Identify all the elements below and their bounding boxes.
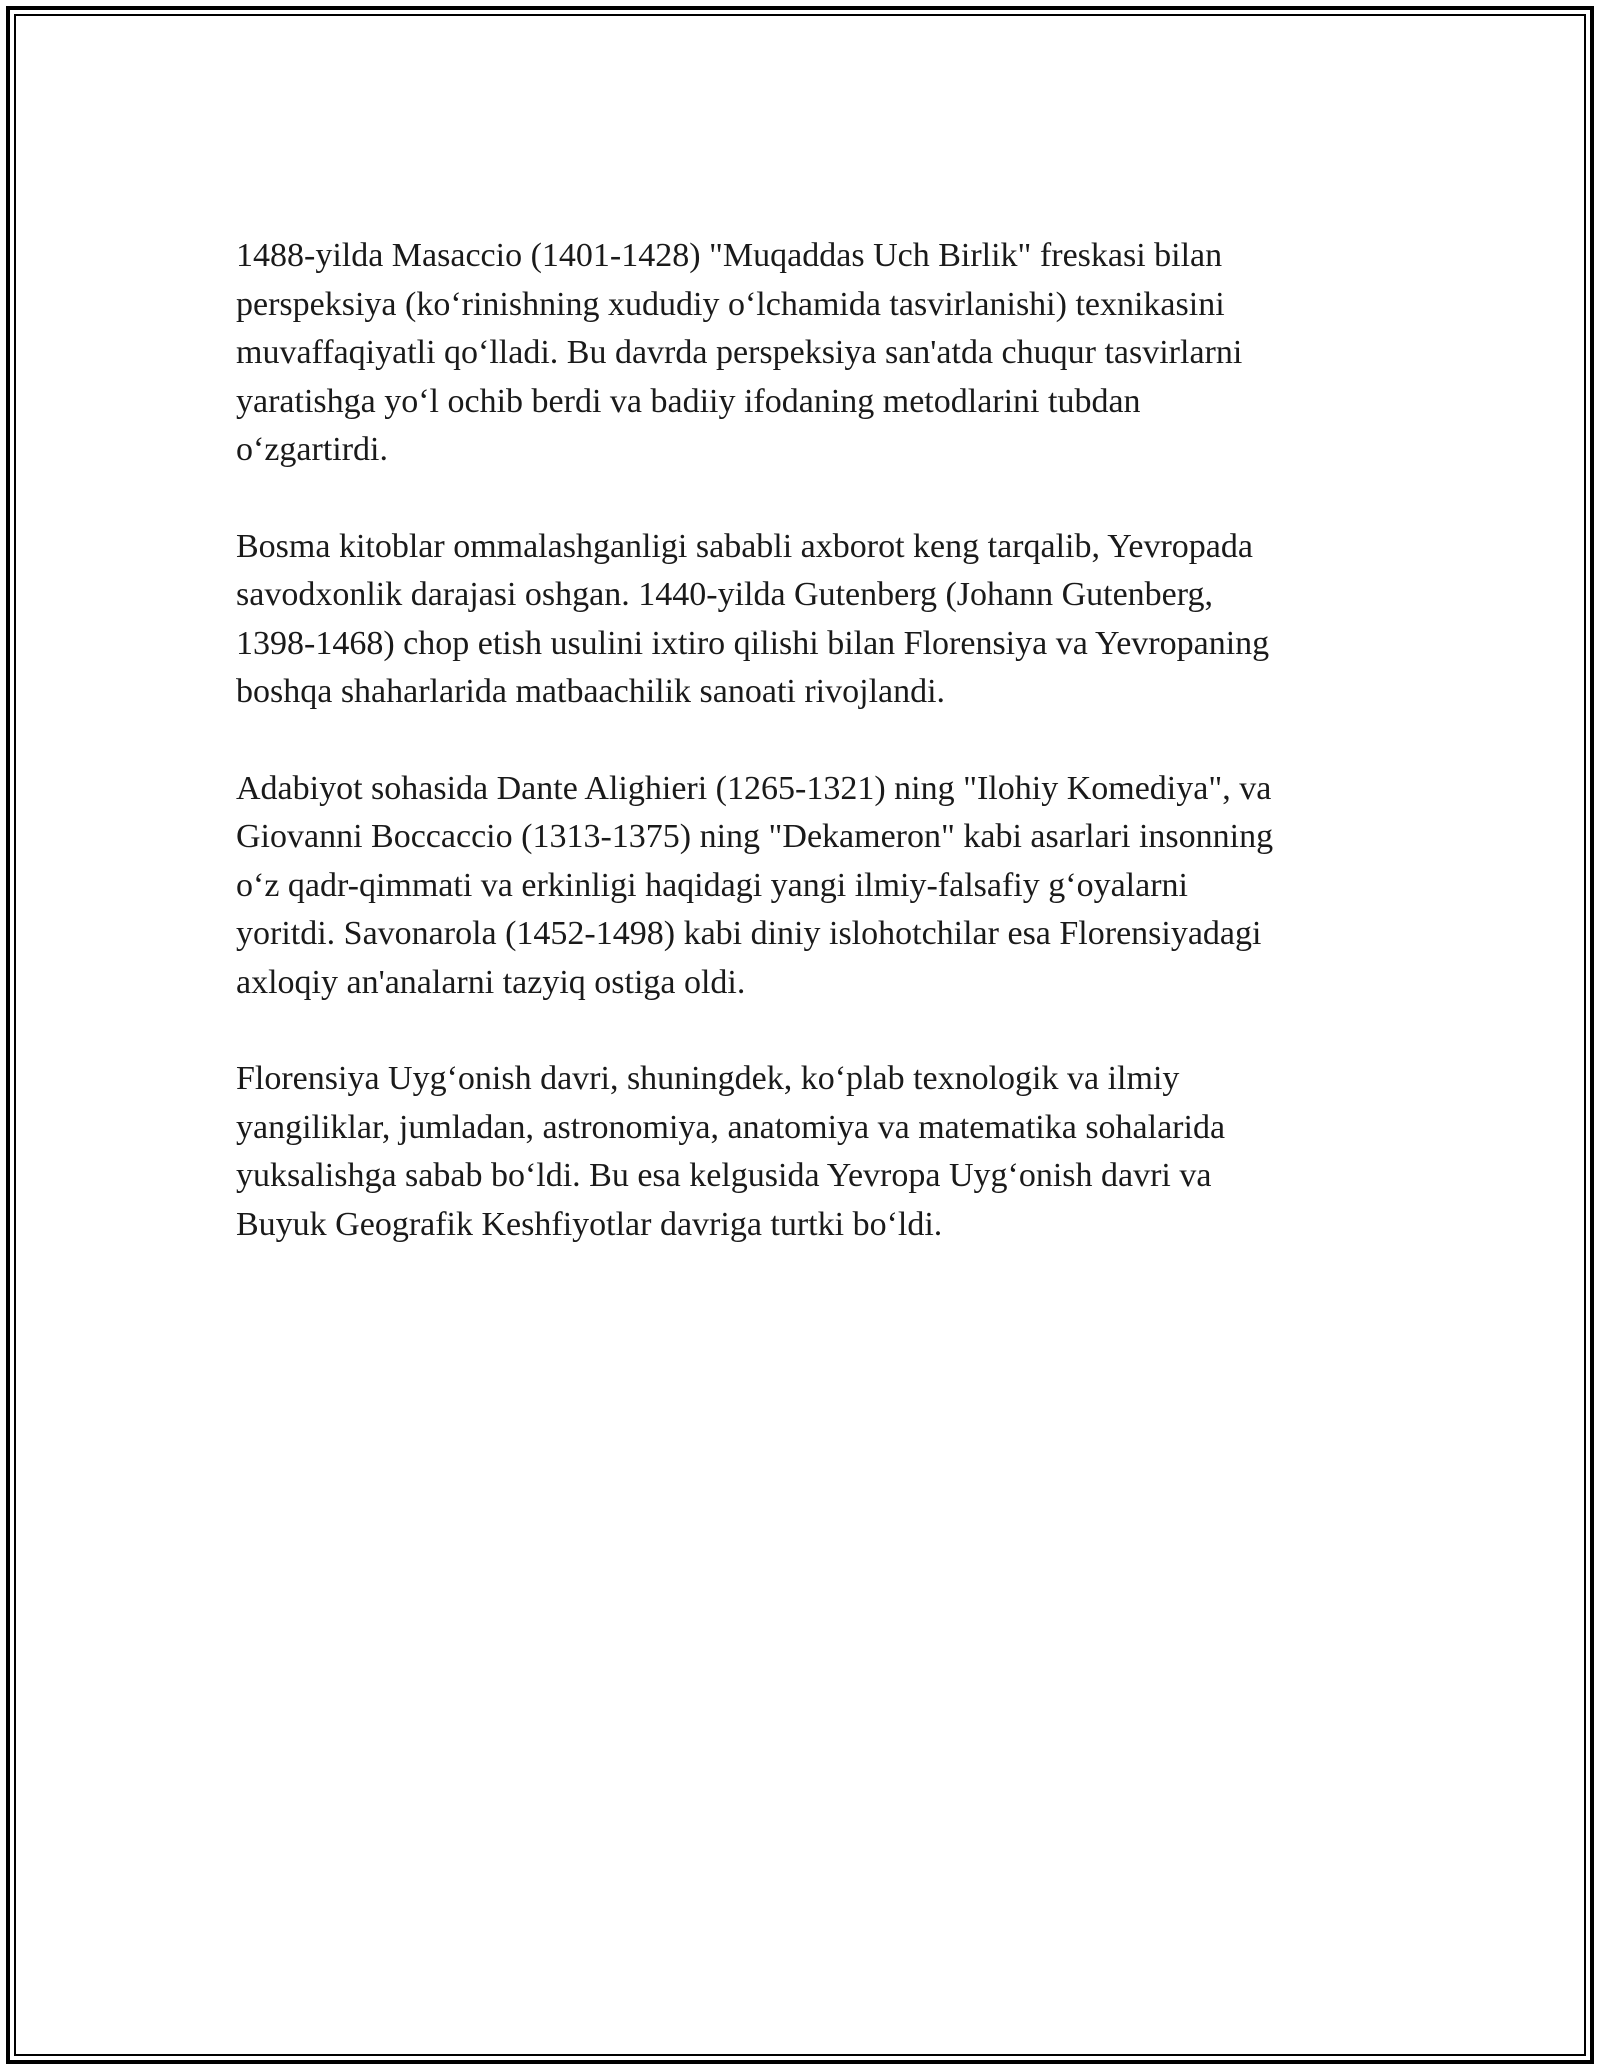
paragraph-line: yuksalishga sabab bo‘ldi. Bu esa kelgusida Yevropa Uyg‘onish davri va xyxy=(236,1157,1212,1194)
paragraph-line: Florensiya Uyg‘onish davri, shuningdek, ko‘plab texnologik va ilmiy xyxy=(236,1060,1180,1097)
paragraph-line: o‘z qadr-qimmati va erkinligi haqidagi yangi ilmiy-falsafiy g‘oyalarni xyxy=(236,866,1188,904)
paragraph-line: savodxonlik darajasi oshgan. 1440-yilda Gutenberg (Johann Gutenberg, xyxy=(236,576,1213,613)
paragraph-line: 1488-yilda Masaccio (1401-1428) "Muqaddas Uch Birlik" freskasi bilan xyxy=(236,237,1223,274)
paragraph-1 xyxy=(236,232,1366,475)
paragraph-2 xyxy=(236,523,1366,717)
paragraph-line: boshqa shaharlarida matbaachilik sanoati rivojlandi. xyxy=(236,673,946,710)
paragraph-line: perspeksiya (ko‘rinishning xududiy o‘lchamida tasvirlanishi) texnikasini xyxy=(236,285,1225,323)
paragraph-4 xyxy=(236,1055,1366,1249)
paragraph-line: yaratishga yo‘l ochib berdi va badiiy ifodaning metodlarini tubdan xyxy=(236,382,1141,420)
paragraph-line: Giovanni Boccaccio (1313-1375) ning "Dekameron" kabi asarlari insonning xyxy=(236,818,1274,855)
document-body xyxy=(236,232,1366,1297)
paragraph-line: Adabiyot sohasida Dante Alighieri (1265-1321) ning "Ilohiy Komediya", va xyxy=(236,769,1272,807)
paragraph-line: axloqiy an'analarni tazyiq ostiga oldi. xyxy=(236,963,746,1001)
paragraph-line: Bosma kitoblar ommalashganligi sababli axborot keng tarqalib, Yevropada xyxy=(236,527,1253,565)
paragraph-line: muvaffaqiyatli qo‘lladi. Bu davrda perspeksiya san'atda chuqur tasvirlarni xyxy=(236,334,1243,371)
paragraph-line: 1398-1468) chop etish usulini ixtiro qilishi bilan Florensiya va Yevropaning xyxy=(236,624,1270,662)
paragraph-line: Buyuk Geografik Keshfiyotlar davriga turtki bo‘ldi. xyxy=(236,1205,943,1243)
paragraph-line: yoritdi. Savonarola (1452-1498) kabi diniy islohotchilar esa Florensiyadagi xyxy=(236,915,1262,952)
paragraph-line: o‘zgartirdi. xyxy=(236,431,388,468)
paragraph-3 xyxy=(236,765,1366,1008)
paragraph-line: yangiliklar, jumladan, astronomiya, anatomiya va matematika sohalarida xyxy=(236,1108,1226,1146)
